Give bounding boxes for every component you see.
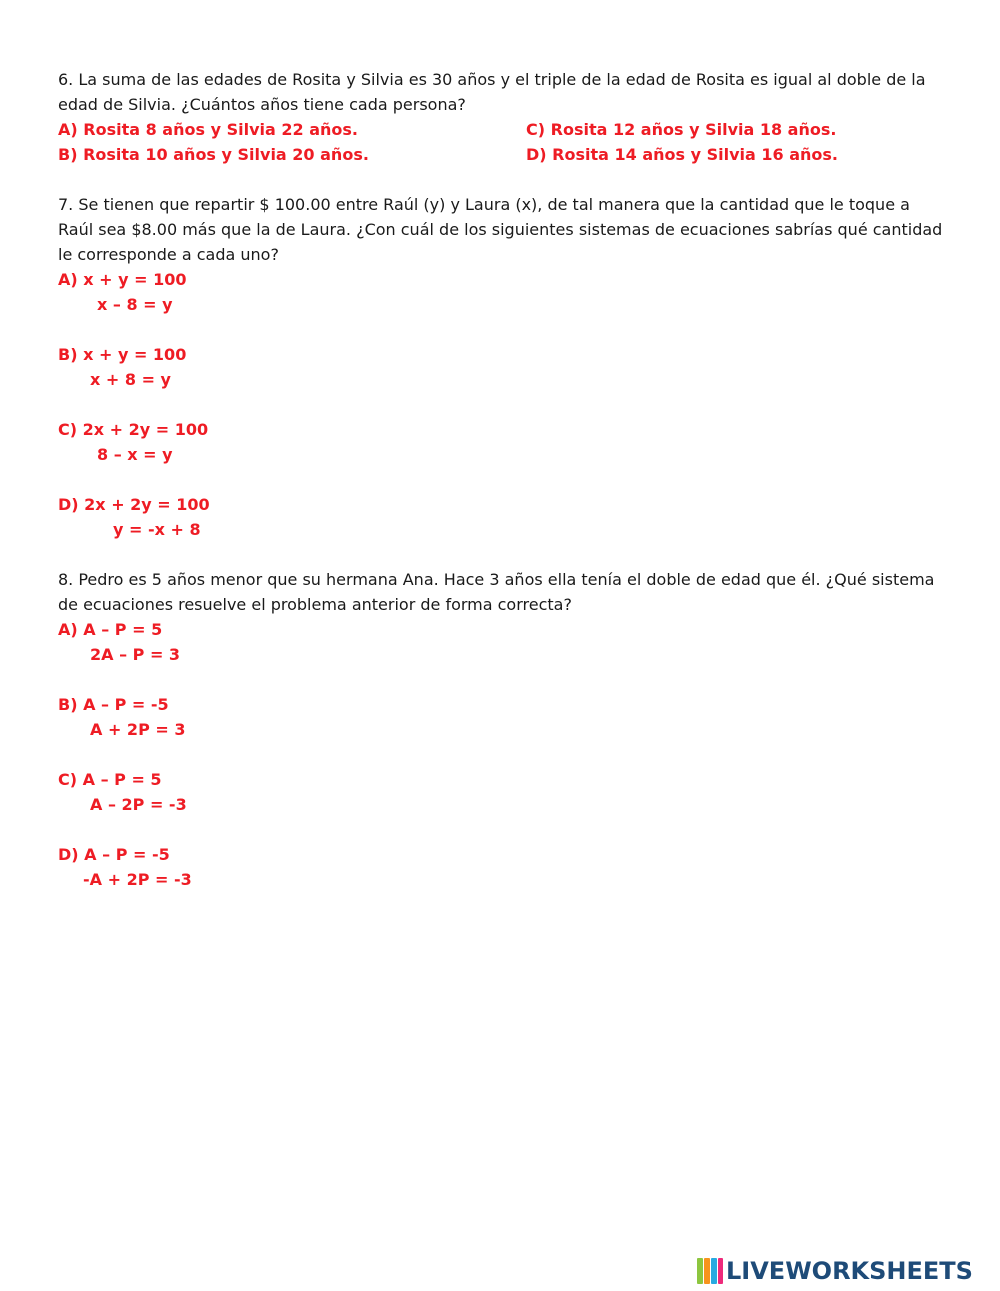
logo-bar-1 [697, 1258, 703, 1284]
question-7-option-c[interactable]: C) 2x + 2y = 100 [58, 420, 209, 439]
question-8-option-b[interactable]: B) A – P = -5 [58, 695, 169, 714]
question-6-option-d[interactable]: D) Rosita 14 años y Silvia 16 años. [526, 145, 838, 164]
question-7-option-d[interactable]: D) 2x + 2y = 100 [58, 495, 210, 514]
question-7-option-b[interactable]: B) x + y = 100 [58, 345, 187, 364]
question-6-option-c[interactable]: C) Rosita 12 años y Silvia 18 años. [526, 120, 837, 139]
question-6-option-b[interactable]: B) Rosita 10 años y Silvia 20 años. [58, 145, 369, 164]
question-8-option-a[interactable]: A) A – P = 5 [58, 620, 163, 639]
question-7-option-d-line2: y = -x + 8 [113, 520, 201, 539]
liveworksheets-logo-text: LIVEWORKSHEETS [726, 1257, 973, 1285]
logo-bar-2 [704, 1258, 710, 1284]
liveworksheets-logo-icon [697, 1258, 723, 1284]
question-7-option-c-line2: 8 – x = y [97, 445, 173, 464]
question-8-text: 8. Pedro es 5 años menor que su hermana Ana. Hace 3 años ella tenía el doble de edad que él. ¿Qué sistema de ecuaciones resuelve el problema anterior de forma correcta? [58, 570, 940, 614]
question-8-option-a-line2: 2A – P = 3 [90, 645, 181, 664]
question-6-option-a[interactable]: A) Rosita 8 años y Silvia 22 años. [58, 120, 358, 139]
question-8-option-b-line2: A + 2P = 3 [90, 720, 186, 739]
question-8-option-d[interactable]: D) A – P = -5 [58, 845, 170, 864]
logo-bar-4 [718, 1258, 723, 1284]
question-6-text: 6. La suma de las edades de Rosita y Silvia es 30 años y el triple de la edad de Rosita es igual al doble de la edad de Silvia. ¿Cuántos años tiene cada persona? [58, 70, 931, 114]
question-7-text: 7. Se tienen que repartir $ 100.00 entre Raúl (y) y Laura (x), de tal manera que la cantidad que le toque a Raúl sea $8.00 más que la de Laura. ¿Con cuál de los siguientes sistemas de ecuaciones sabrías qué cantidad le corresponde a cada uno? [58, 195, 948, 264]
question-7-option-a[interactable]: A) x + y = 100 [58, 270, 187, 289]
logo-bar-3 [711, 1258, 717, 1284]
question-8-option-c-line2: A – 2P = -3 [90, 795, 187, 814]
liveworksheets-logo [697, 1256, 973, 1286]
question-8-option-c[interactable]: C) A – P = 5 [58, 770, 162, 789]
question-7-option-a-line2: x – 8 = y [97, 295, 173, 314]
question-8-option-d-line2: -A + 2P = -3 [83, 870, 192, 889]
question-7-option-b-line2: x + 8 = y [90, 370, 171, 389]
